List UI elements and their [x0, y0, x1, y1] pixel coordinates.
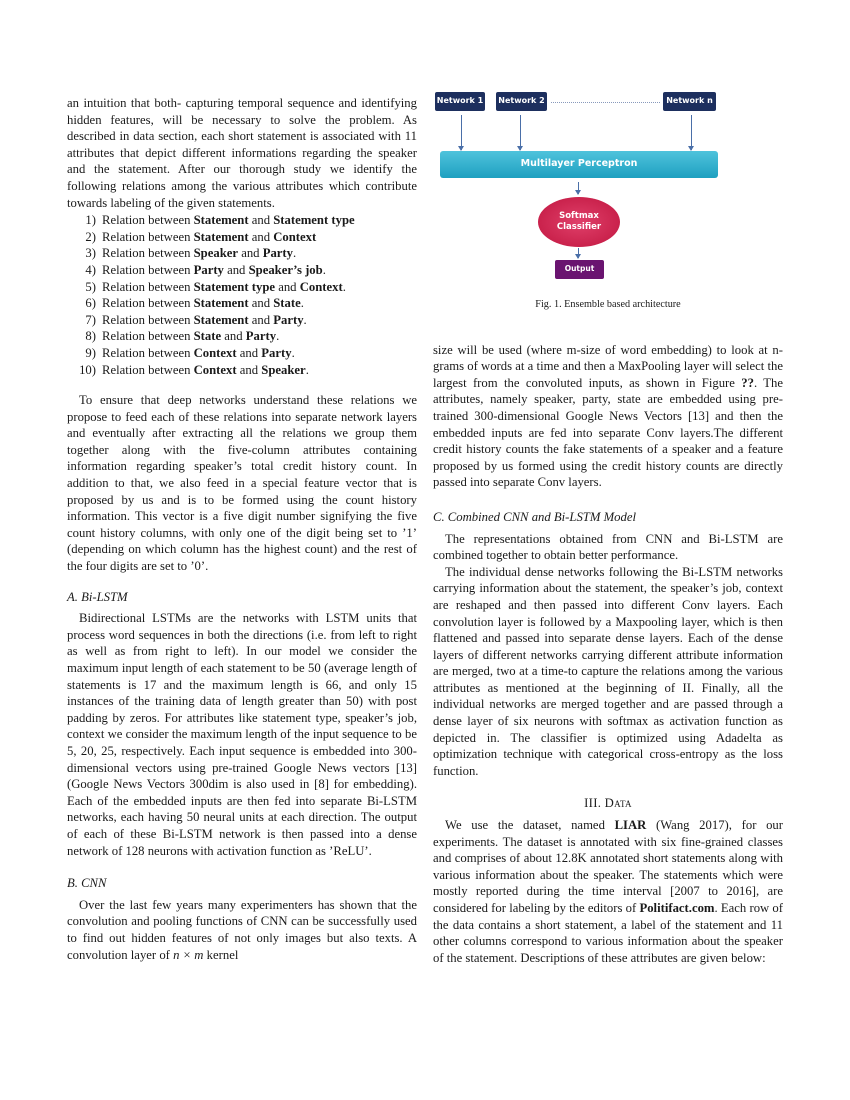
text: and: [239, 345, 259, 360]
bilstm-paragraph: Bidirectional LSTMs are the networks with LSTM units that process word sequences in both the directions (i.e. from left to right as well as from right to left). In our model we consider the maximum input length of each statement to be 50 (average length of statements is 17 and the maximum length is 66, and only 15 instances of the training data of length greater than 50) with post padding by zeros. For attributes like statement type, speaker’s job, context we consider the maximum length of the input sequence to be 5, 20, 25, respectively. Each input sequence is embedded into 300-dimensional vectors using pre-trained Google News vectors [13] (Google News Vectors 300dim is also used in [8] for embedding). Each of the embedded inputs are then fed into separate Bi-LSTM networks, each having 50 neural units at each direction. The output of each of these Bi-LSTM network is then passed into a dense network of 128 neurons with activation function as ’ReLU’.: [67, 611, 417, 858]
attribute-b: Party: [261, 345, 292, 360]
text: .: [342, 279, 346, 294]
attribute-b: Context: [299, 279, 343, 294]
text: Relation between: [102, 329, 191, 344]
site-name: Politifact.com: [639, 901, 715, 915]
attribute-b: Context: [273, 229, 317, 244]
text: (Wang 2017), for our experiments. The dataset is annotated with six fine-grained classes and comprises of about 12.8K annotated short statements along with various information about the speaker. The statements which were mostly reported during the time interval [2007 to 2016], are considered for labeling by the editors of: [433, 818, 784, 915]
text: and: [251, 312, 271, 327]
item-number: 9): [85, 345, 96, 360]
text: Relation between: [102, 362, 191, 377]
relation-item: [67, 362, 417, 379]
attribute-a: Context: [193, 362, 237, 377]
text: and: [241, 246, 260, 261]
network-2-box: Network 2: [496, 92, 547, 111]
text: .: [291, 345, 295, 360]
output-box: Output: [555, 260, 604, 279]
text: .: [292, 246, 297, 261]
relation-item: [67, 212, 417, 229]
relation-item: [67, 245, 417, 262]
text: kernel: [203, 947, 239, 962]
attribute-a: Statement: [193, 229, 249, 244]
attribute-b: Speaker: [261, 362, 306, 377]
attribute-b: Speaker’s job: [248, 262, 323, 277]
attribute-a: Statement: [193, 312, 249, 327]
text: Over the last few years many experimenters has shown that the convolution and pooling functions of CNN can be successfully used to find out hidden features of not only images but also texts. A convolution layer of: [67, 897, 417, 962]
attribute-a: Statement type: [193, 279, 276, 294]
section-heading-combined: C. Combined CNN and Bi-LSTM Model: [433, 509, 637, 524]
text: and: [239, 362, 259, 377]
text: . The attributes, namely speaker, party, state are embedded using pre-trained 300-dimensional Google News Vectors [13] and then the embedded inputs are fed into separate Conv layers.The different credit history counts the fake statements of a speaker and a feature proposed by us formed using the credit history counts are directly passed into separate Conv layers.: [433, 375, 783, 490]
softmax-ellipse: [538, 197, 620, 247]
text: Relation between: [102, 312, 191, 327]
text: and: [251, 229, 271, 244]
item-number: 10): [79, 362, 96, 377]
relation-item: [67, 328, 417, 345]
item-number: 2): [85, 229, 96, 244]
text: . Each row of the data contains a short statement, a label of the statement and 11 other columns correspond to various information about the speaker of the statement. Descriptions of these attributes are given below:: [433, 901, 783, 965]
relation-item: [67, 345, 417, 362]
figure-ref: ??: [741, 375, 754, 390]
combined-paragraph-2: The individual dense networks following the Bi-LSTM networks carrying information about the statement, the speaker’s job, context are reshaped and then passed into different Conv layers. Each convolution layer is followed by a Maxpooling layer, which is then flattened and passed into separate dense layers. Each of the dense layers of different networks carrying different attribute information are merged, two at a time-to capture the relations among the various attributes as mentioned at the beginning of II. Finally, all the individual networks are merged together and are passed through a dense layer of six neurons with softmax as activation function as depicted in. The classifier is optimized using Adadelta as optimization technique with categorical cross-entropy as the loss function.: [433, 564, 783, 778]
softmax-label: Softmax: [559, 211, 599, 221]
dataset-name: LIAR: [614, 818, 647, 833]
mlp-box: Multilayer Perceptron: [440, 151, 718, 178]
left-column: [67, 95, 417, 963]
arrow-icon: [520, 115, 521, 150]
cnn-continued-paragraph: [433, 342, 783, 491]
text: and: [224, 329, 243, 344]
arrow-icon: [461, 115, 462, 150]
arrow-icon: [691, 115, 692, 150]
relation-item: [67, 295, 417, 312]
network-1-box: Network 1: [435, 92, 485, 111]
cnn-paragraph: [67, 897, 417, 963]
attribute-a: Party: [193, 262, 224, 277]
network-n-box: Network n: [663, 92, 716, 111]
combined-paragraph-1: The representations obtained from CNN and Bi-LSTM are combined together to obtain better performance.: [433, 531, 783, 563]
text: .: [322, 262, 326, 277]
text: .: [300, 296, 304, 311]
relations-paragraph: To ensure that deep networks understand these relations we propose to feed each of these relations into separate network layers and eventually after extracting all the relations we group them together along with the five-column attributes containing information regarding speaker’s total credit history count. In addition to that, we also feed in a special feature vector that is proposed by us and is to be formed using the count history information. This vector is a five digit number signifying the five count history columns, with only one of the digit being set to ’1’ (depending on which column has the highest count) and the rest of the four digits are set to ’0’.: [67, 393, 417, 574]
arrow-icon: [578, 248, 579, 258]
attribute-a: Statement: [193, 213, 249, 228]
classifier-label: Classifier: [556, 222, 602, 232]
attribute-b: Statement type: [273, 213, 355, 228]
item-number: 5): [85, 279, 96, 294]
item-number: 1): [85, 213, 96, 228]
data-paragraph: [433, 817, 783, 966]
relations-list: [67, 212, 417, 378]
relation-item: [67, 262, 417, 279]
text: .: [303, 312, 307, 327]
relation-item: [67, 229, 417, 246]
relation-item: [67, 312, 417, 329]
text: and: [227, 262, 246, 277]
attribute-a: Statement: [193, 296, 249, 311]
text: We use the dataset, named: [445, 818, 615, 833]
section-heading-cnn: B. CNN: [67, 876, 107, 891]
section-heading-data: III. Data: [584, 796, 632, 811]
relation-item: [67, 279, 417, 296]
ellipsis-line: [551, 102, 660, 103]
right-column: [433, 90, 783, 966]
arrow-icon: [578, 182, 579, 194]
attribute-a: Context: [193, 345, 237, 360]
figure-ensemble-architecture: [433, 90, 783, 290]
math-kernel: n × m: [173, 947, 204, 962]
text: .: [276, 329, 280, 344]
attribute-b: Party: [262, 246, 293, 261]
text: Relation between: [102, 246, 191, 261]
text: size will be used (where m-size of word embedding) to look at n-grams of words at a time and then a MaxPooling layer will select the largest from the convoluted inputs, as shown in Figure: [433, 342, 783, 390]
attribute-a: Speaker: [193, 246, 239, 261]
item-number: 6): [85, 296, 96, 311]
figure-caption: Fig. 1. Ensemble based architecture: [535, 299, 681, 310]
text: Relation between: [102, 229, 191, 244]
text: Relation between: [102, 213, 191, 228]
attribute-b: Party: [245, 329, 277, 344]
item-number: 4): [85, 262, 96, 277]
text: Relation between: [102, 296, 191, 311]
intro-paragraph: an intuition that both- capturing temporal sequence and identifying hidden features, will be necessary to solve the problem. As described in data section, each short statement is associated with 11 attributes that depict different informations regarding the speaker and the statement. After our thorough study we identify the following relations among the various attributes which contribute towards labeling of the given statements.: [67, 96, 417, 210]
text: Relation between: [102, 262, 191, 277]
text: .: [305, 362, 309, 377]
attribute-b: State: [273, 296, 301, 311]
text: Relation between: [102, 345, 191, 360]
text: and: [278, 279, 297, 294]
item-number: 3): [85, 246, 96, 261]
item-number: 7): [85, 312, 96, 327]
section-heading-bilstm: A. Bi-LSTM: [67, 589, 128, 604]
item-number: 8): [85, 329, 96, 344]
attribute-a: State: [193, 329, 222, 344]
text: Relation between: [102, 279, 191, 294]
attribute-b: Party: [273, 312, 304, 327]
text: and: [251, 213, 271, 228]
text: and: [251, 296, 271, 311]
